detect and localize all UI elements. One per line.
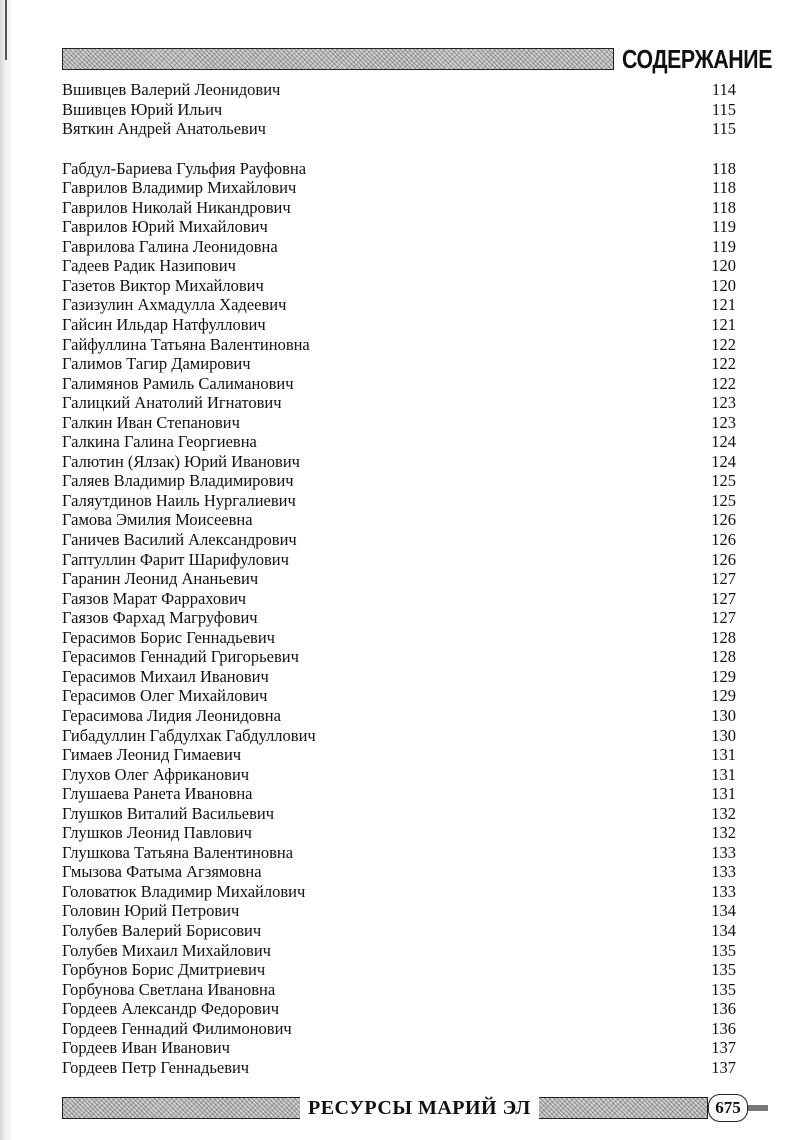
entry-name: Гадеев Радик Назипович <box>62 256 236 276</box>
entry-page-number: 131 <box>711 764 736 784</box>
entry-page-number: 120 <box>711 256 736 276</box>
scan-edge <box>0 0 14 1140</box>
entry-name: Головин Юрий Петрович <box>62 901 240 921</box>
entry-name: Гордеев Александр Федорович <box>62 999 280 1019</box>
toc-entry[interactable] <box>62 784 742 804</box>
entry-page-number: 125 <box>711 471 736 491</box>
entry-name: Галкин Иван Степанович <box>62 412 240 432</box>
toc-entry[interactable] <box>62 980 742 1000</box>
entry-name: Горбунова Светлана Ивановна <box>62 979 276 999</box>
entry-page-number: 130 <box>711 705 736 725</box>
entry-name: Газетов Виктор Михайлович <box>62 275 264 295</box>
entry-name: Голубев Валерий Борисович <box>62 920 262 940</box>
toc-entry[interactable] <box>62 217 742 237</box>
toc-entry[interactable] <box>62 823 742 843</box>
entry-name: Вшивцев Юрий Ильич <box>62 99 223 119</box>
entry-page-number: 115 <box>711 99 736 119</box>
entry-page-number: 128 <box>711 627 736 647</box>
entry-name: Глухов Олег Африканович <box>62 764 250 784</box>
entry-page-number: 136 <box>711 999 736 1019</box>
toc-entry[interactable] <box>62 999 742 1019</box>
toc-entry[interactable] <box>62 550 742 570</box>
entry-name: Гордеев Геннадий Филимонович <box>62 1018 292 1038</box>
toc-entry[interactable] <box>62 491 742 511</box>
toc-entry[interactable] <box>62 1019 742 1039</box>
entry-page-number: 124 <box>711 432 736 452</box>
toc-entry[interactable] <box>62 178 742 198</box>
entry-page-number: 133 <box>711 862 736 882</box>
entry-name: Гайфуллина Татьяна Валентиновна <box>62 334 310 354</box>
entry-name: Герасимова Лидия Леонидовна <box>62 705 281 725</box>
header-bar <box>62 48 614 70</box>
entry-page-number: 114 <box>711 80 736 99</box>
toc-entry[interactable] <box>62 100 742 120</box>
entry-name: Глушкова Татьяна Валентиновна <box>62 842 294 862</box>
toc-entry[interactable] <box>62 686 742 706</box>
entry-page-number: 122 <box>711 334 736 354</box>
entry-page-number: 132 <box>711 823 736 843</box>
toc-entry[interactable] <box>62 589 742 609</box>
entry-page-number: 118 <box>711 158 736 178</box>
toc-entry[interactable] <box>62 804 742 824</box>
toc-entry[interactable] <box>62 471 742 491</box>
entry-page-number: 122 <box>711 354 736 374</box>
entry-name: Гимаев Леонид Гимаевич <box>62 745 242 765</box>
entry-name: Гаранин Леонид Ананьевич <box>62 569 259 589</box>
entry-page-number: 127 <box>711 569 736 589</box>
entry-page-number: 135 <box>711 940 736 960</box>
entry-page-number: 121 <box>711 315 736 335</box>
entry-name: Гаязов Марат Фаррахович <box>62 588 247 608</box>
entry-page-number: 134 <box>711 920 736 940</box>
entry-page-number: 137 <box>711 1057 736 1077</box>
entry-name: Гаврилов Владимир Михайлович <box>62 178 297 198</box>
toc-entry[interactable] <box>62 119 742 139</box>
entry-name: Габдул-Бариева Гульфия Рауфовна <box>62 158 307 178</box>
toc-entry[interactable] <box>62 295 742 315</box>
toc-entry[interactable] <box>62 354 742 374</box>
entry-page-number: 136 <box>711 1018 736 1038</box>
toc-entry[interactable] <box>62 862 742 882</box>
toc-entry[interactable] <box>62 882 742 902</box>
entry-name: Герасимов Борис Геннадьевич <box>62 627 275 647</box>
entry-page-number: 119 <box>711 236 736 256</box>
toc-entry[interactable] <box>62 628 742 648</box>
toc-entry[interactable] <box>62 608 742 628</box>
toc-entry[interactable] <box>62 745 742 765</box>
toc-entry[interactable] <box>62 765 742 785</box>
toc-entry[interactable] <box>62 569 742 589</box>
entry-page-number: 121 <box>711 295 736 315</box>
entry-name: Гаврилов Юрий Михайлович <box>62 217 268 237</box>
entry-page-number: 124 <box>711 451 736 471</box>
entry-name: Галяев Владимир Владимирович <box>62 471 294 491</box>
toc-entry[interactable] <box>62 335 742 355</box>
toc-entry[interactable] <box>62 80 742 100</box>
entry-name: Гордеев Петр Геннадьевич <box>62 1057 250 1077</box>
toc-entry[interactable] <box>62 901 742 921</box>
toc-entry[interactable] <box>62 843 742 863</box>
entry-name: Глушков Леонид Павлович <box>62 823 252 843</box>
section-title: СОДЕРЖАНИЕ <box>622 44 773 74</box>
entry-page-number: 118 <box>711 197 736 217</box>
entry-name: Герасимов Михаил Иванович <box>62 666 269 686</box>
toc-entry[interactable] <box>62 726 742 746</box>
toc-entry[interactable] <box>62 276 742 296</box>
toc-entry[interactable] <box>62 941 742 961</box>
entry-name: Головатюк Владимир Михайлович <box>62 881 306 901</box>
entry-page-number: 131 <box>711 784 736 804</box>
entry-name: Галимов Тагир Дамирович <box>62 354 251 374</box>
entry-page-number: 119 <box>711 217 736 237</box>
entry-name: Галимянов Рамиль Салиманович <box>62 373 294 393</box>
entry-name: Галяутдинов Наиль Нургалиевич <box>62 490 296 510</box>
entry-page-number: 133 <box>711 881 736 901</box>
entry-name: Вяткин Андрей Анатольевич <box>62 119 266 139</box>
entry-name: Герасимов Геннадий Григорьевич <box>62 647 299 667</box>
entry-name: Галкина Галина Георгиевна <box>62 432 257 452</box>
entry-name: Гордеев Иван Иванович <box>62 1038 230 1058</box>
footer-tail <box>748 1105 768 1111</box>
toc-entry[interactable] <box>62 198 742 218</box>
entry-page-number: 127 <box>711 588 736 608</box>
entry-page-number: 125 <box>711 490 736 510</box>
toc-entry[interactable] <box>62 960 742 980</box>
entry-name: Гаязов Фархад Магруфович <box>62 608 258 628</box>
page-number: 675 <box>708 1094 748 1122</box>
entry-page-number: 123 <box>711 393 736 413</box>
entry-page-number: 129 <box>711 666 736 686</box>
toc-entry[interactable] <box>62 1058 742 1078</box>
toc-entry[interactable] <box>62 393 742 413</box>
entry-name: Глушков Виталий Васильевич <box>62 803 275 823</box>
entry-page-number: 135 <box>711 960 736 980</box>
entry-page-number: 132 <box>711 803 736 823</box>
entry-name: Гайсин Ильдар Натфуллович <box>62 315 266 335</box>
toc-entry[interactable] <box>62 374 742 394</box>
entry-page-number: 122 <box>711 373 736 393</box>
entry-name: Гаврилова Галина Леонидовна <box>62 236 278 256</box>
entry-page-number: 123 <box>711 412 736 432</box>
entry-name: Галютин (Ялзак) Юрий Иванович <box>62 451 300 471</box>
entry-page-number: 118 <box>711 178 736 198</box>
toc-entry[interactable] <box>62 510 742 530</box>
entry-page-number: 126 <box>711 530 736 550</box>
entry-name: Вшивцев Валерий Леонидович <box>62 80 281 99</box>
entry-name: Гаврилов Николай Никандрович <box>62 197 291 217</box>
toc-entry[interactable] <box>62 413 742 433</box>
entry-name: Гаптуллин Фарит Шарифулович <box>62 549 289 569</box>
toc-entry[interactable] <box>62 1038 742 1058</box>
entry-name: Газизулин Ахмадулла Хадеевич <box>62 295 287 315</box>
entry-page-number: 126 <box>711 549 736 569</box>
entry-page-number: 133 <box>711 842 736 862</box>
entry-name: Галицкий Анатолий Игнатович <box>62 393 282 413</box>
toc-entry[interactable] <box>62 237 742 257</box>
footer-label: РЕСУРСЫ МАРИЙ ЭЛ <box>300 1095 539 1121</box>
entry-name: Герасимов Олег Михайлович <box>62 686 268 706</box>
entry-name: Глушаева Ранета Ивановна <box>62 784 253 804</box>
entry-page-number: 115 <box>711 119 736 139</box>
entry-page-number: 120 <box>711 275 736 295</box>
entry-name: Ганичев Василий Александрович <box>62 530 297 550</box>
entry-name: Гмызова Фатыма Агзямовна <box>62 862 262 882</box>
toc-entry[interactable] <box>62 647 742 667</box>
entry-page-number: 135 <box>711 979 736 999</box>
table-of-contents <box>62 80 742 1077</box>
entry-name: Голубев Михаил Михайлович <box>62 940 271 960</box>
toc-entry[interactable] <box>62 452 742 472</box>
toc-entry[interactable] <box>62 315 742 335</box>
entry-name: Гамова Эмилия Моисеевна <box>62 510 253 530</box>
entry-page-number: 127 <box>711 608 736 628</box>
entry-page-number: 131 <box>711 745 736 765</box>
entry-page-number: 130 <box>711 725 736 745</box>
entry-name: Горбунов Борис Дмитриевич <box>62 960 266 980</box>
entry-page-number: 126 <box>711 510 736 530</box>
toc-entry[interactable] <box>62 432 742 452</box>
toc-entry[interactable] <box>62 256 742 276</box>
entry-name: Гибадуллин Габдулхак Габдуллович <box>62 725 316 745</box>
toc-entry[interactable] <box>62 921 742 941</box>
entry-page-number: 128 <box>711 647 736 667</box>
toc-entry[interactable] <box>62 159 742 179</box>
toc-entry[interactable] <box>62 530 742 550</box>
toc-entry[interactable] <box>62 667 742 687</box>
entry-page-number: 137 <box>711 1038 736 1058</box>
toc-entry[interactable] <box>62 706 742 726</box>
entry-page-number: 129 <box>711 686 736 706</box>
group-gap <box>62 139 742 159</box>
entry-page-number: 134 <box>711 901 736 921</box>
